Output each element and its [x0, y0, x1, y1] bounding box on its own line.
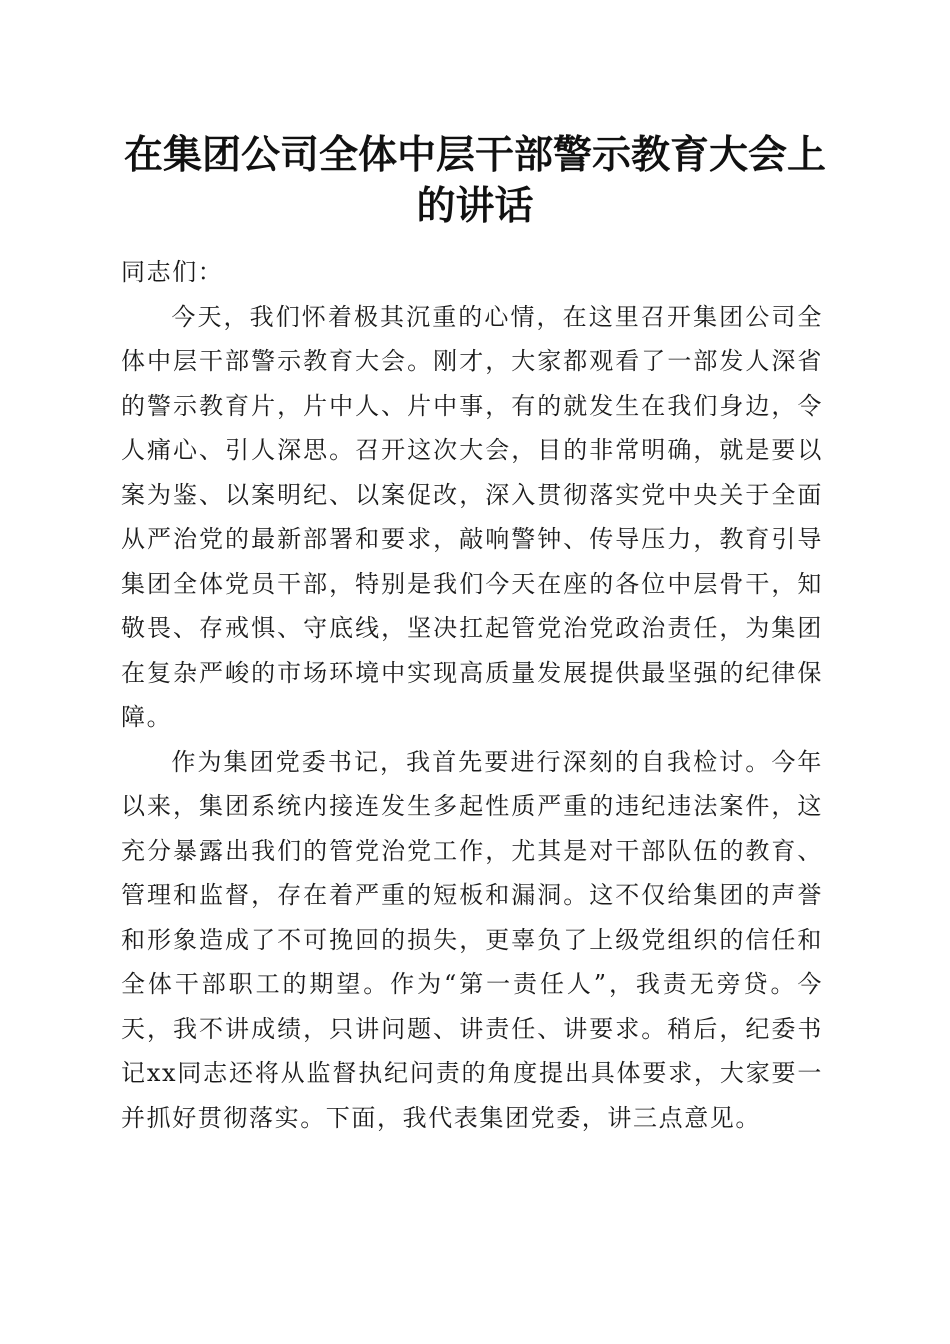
document-body	[121, 250, 823, 1140]
paragraph-2: 作为集团党委书记，我首先要进行深刻的自我检讨。今年以来，集团系统内接连发生多起性质严重的违纪违法案件，这充分暴露出我们的管党治党工作，尤其是对干部队伍的教育、管理和监督，存在着严重的短板和漏洞。这不仅给集团的声誉和形象造成了不可挽回的损失，更辜负了上级党组织的信任和全体干部职工的期望。作为“第一责任人”，我责无旁贷。今天，我不讲成绩，只讲问题、讲责任、讲要求。稍后，纪委书记xx同志还将从监督执纪问责的角度提出具体要求，大家要一并抓好贯彻落实。下面，我代表集团党委，讲三点意见。	[121, 747, 823, 1132]
paragraph-1: 今天，我们怀着极其沉重的心情，在这里召开集团公司全体中层干部警示教育大会。刚才，大家都观看了一部发人深省的警示教育片，片中人、片中事，有的就发生在我们身边，令人痛心、引人深思。召开这次大会，目的非常明确，就是要以案为鉴、以案明纪、以案促改，深入贯彻落实党中央关于全面从严治党的最新部署和要求，敲响警钟、传导压力，教育引导集团全体党员干部，特别是我们今天在座的各位中层骨干，知敬畏、存戒惧、守底线，坚决扛起管党治党政治责任，为集团在复杂严峻的市场环境中实现高质量发展提供最坚强的纪律保障。	[121, 302, 823, 731]
document-title: 在集团公司全体中层干部警示教育大会上的讲话	[123, 132, 826, 229]
salutation: 同志们：	[121, 258, 224, 286]
